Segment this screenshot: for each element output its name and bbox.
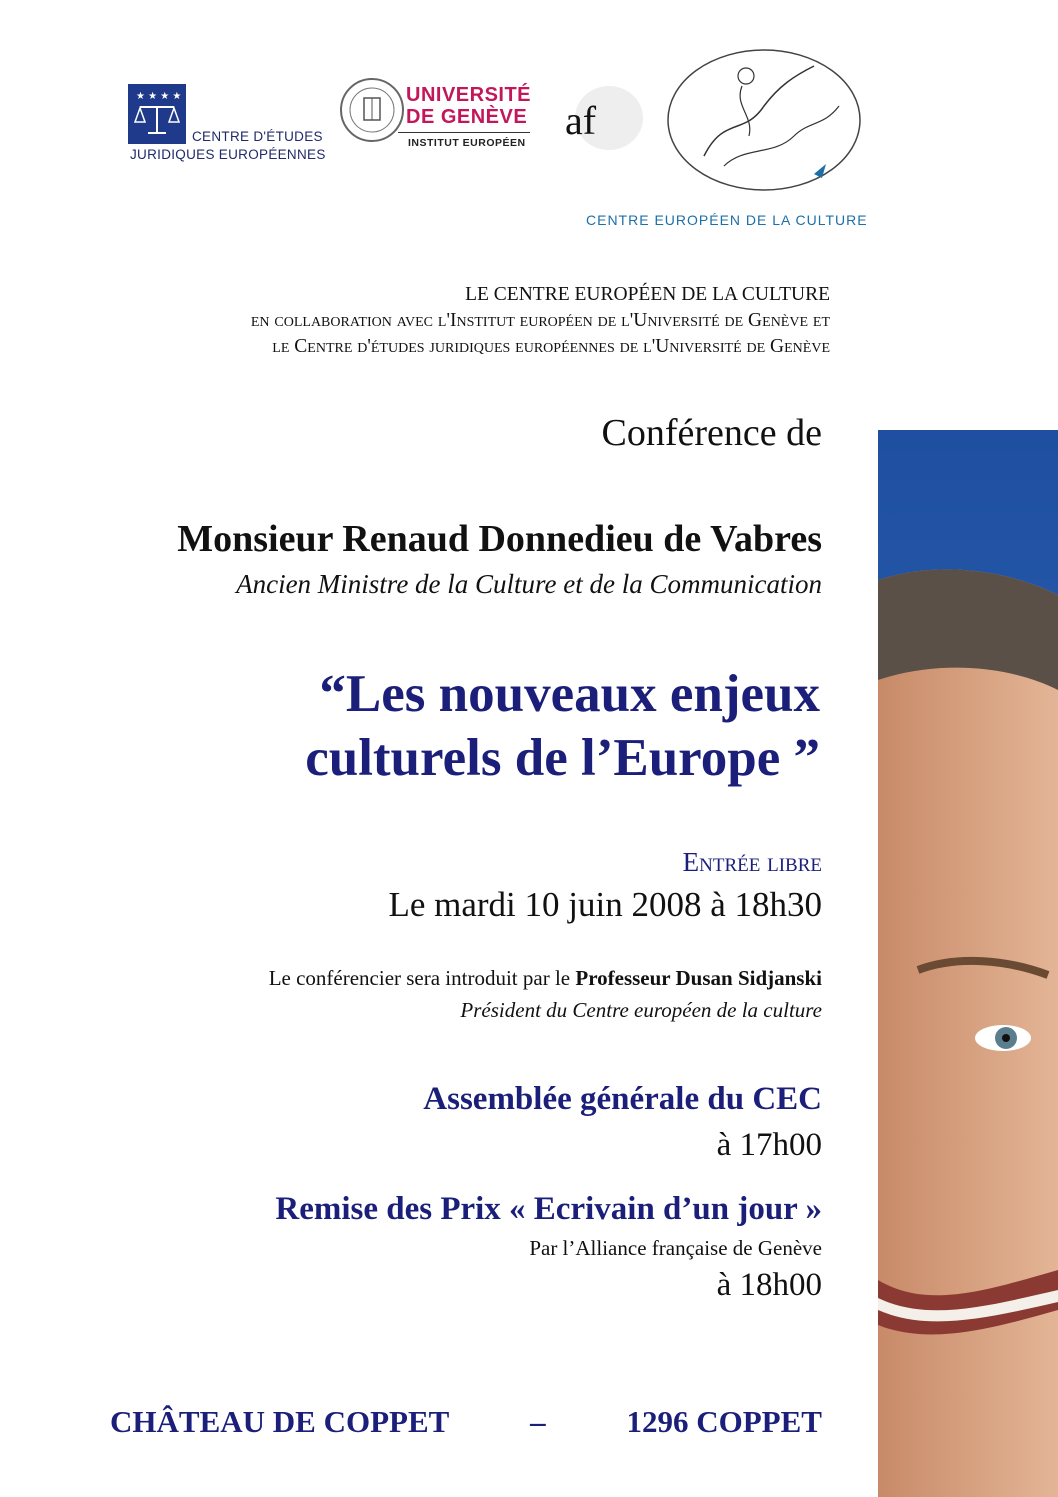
unige-seal-icon (340, 78, 404, 142)
unige-divider (398, 132, 530, 133)
introducer-role: Président du Centre européen de la culture (460, 998, 822, 1022)
conference-title-line1: “Les nouveaux enjeux (319, 665, 820, 723)
assembly-title: Assemblée générale du CEC (423, 1081, 822, 1117)
prize-time: à 18h00 (716, 1267, 822, 1303)
collaboration-line-1: en collaboration avec l'Institut européen de l'Université de Genève et (250, 310, 830, 331)
europa-bull-logo (664, 46, 864, 194)
speaker-name: Monsieur Renaud Donnedieu de Vabres (177, 518, 822, 560)
venue-postcode: 1296 COPPET (626, 1404, 822, 1439)
conference-title-line2: culturels de l’Europe ” (305, 729, 820, 787)
venue-place: CHÂTEAU DE COPPET (110, 1404, 450, 1439)
af-logo-text: af (565, 98, 597, 143)
introducer-name: Professeur Dusan Sidjanski (575, 966, 822, 990)
unige-line2: DE GENÈVE (406, 106, 528, 128)
speaker-role: Ancien Ministre de la Culture et de la Communication (236, 569, 822, 599)
free-entry: Entrée libre (682, 847, 822, 877)
unige-logo-name (406, 84, 531, 128)
assembly-time: à 17h00 (716, 1127, 822, 1163)
conference-intro: Conférence de (601, 412, 822, 454)
introduction-text: Le conférencier sera introduit par le (268, 966, 576, 990)
alliance-francaise-logo (553, 80, 645, 154)
introduction-line (269, 964, 822, 992)
cej-logo-line2: JURIDIQUES EUROPÉENNES (130, 147, 326, 162)
cej-logo-line1: CENTRE D'ÉTUDES (192, 129, 323, 144)
collaboration-line-2: le Centre d'études juridiques européennes de l'Université de Genève (272, 336, 830, 357)
unige-line1: UNIVERSITÉ (406, 84, 532, 106)
venue-dash: – (530, 1404, 546, 1439)
svg-text:★ ★ ★ ★: ★ ★ ★ ★ (136, 91, 182, 102)
organizer-line: LE CENTRE EUROPÉEN DE LA CULTURE (465, 284, 830, 305)
cej-logo-text (130, 128, 326, 164)
prize-title: Remise des Prix « Ecrivain d’un jour » (275, 1191, 822, 1227)
event-date: Le mardi 10 juin 2008 à 18h30 (388, 885, 822, 924)
conference-title (305, 662, 820, 790)
unige-institute: INSTITUT EUROPÉEN (408, 137, 526, 149)
prize-organizer: Par l’Alliance française de Genève (529, 1236, 822, 1260)
venue-line (110, 1402, 822, 1442)
cec-logo-caption: CENTRE EUROPÉEN DE LA CULTURE (586, 212, 868, 228)
speaker-photo (878, 430, 1058, 1497)
